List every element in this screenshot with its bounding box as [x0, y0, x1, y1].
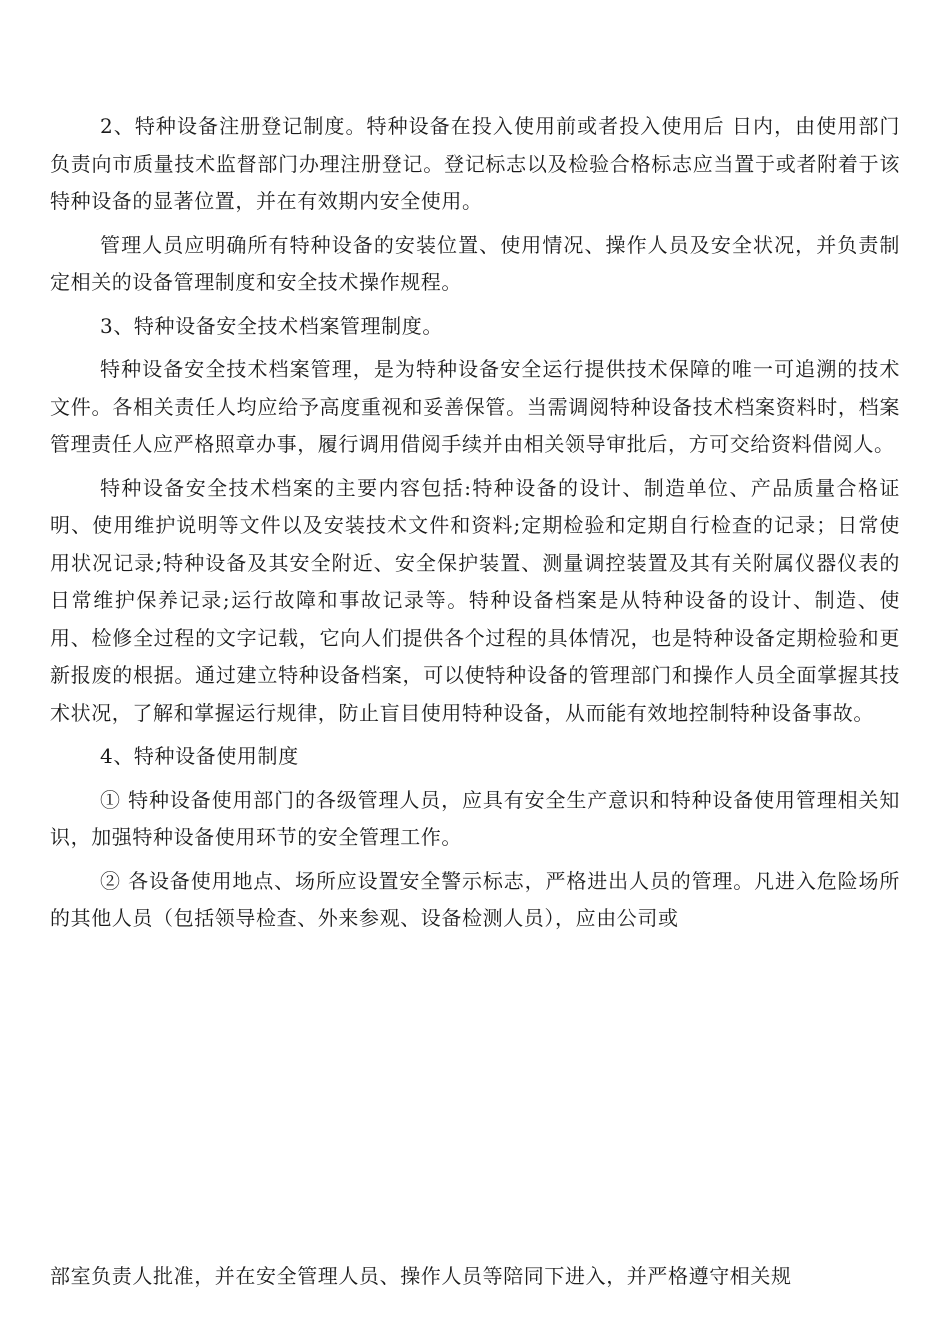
paragraph-archive-management: 特种设备安全技术档案管理，是为特种设备安全运行提供技术保障的唯一可追溯的技术文件。各相关责任人均应给予高度重视和妥善保管。当需调阅特种设备技术档案资料时，档案管理责任人应严格照章办事，履行调用借阅手续并由相关领导审批后，方可交给资料借阅人。: [50, 357, 900, 456]
document-body: [50, 108, 900, 944]
page-continuation-text: 部室负责人批准，并在安全管理人员、操作人员等陪同下进入，并严格遵守相关规: [50, 1264, 792, 1288]
paragraph-registration: 2、特种设备注册登记制度。特种设备在投入使用前或者投入使用后 日内，由使用部门负责向市质量技术监督部门办理注册登记。登记标志以及检验合格标志应当置于或者附着于该特种设备的显著位置，并在有效期内安全使用。: [50, 114, 900, 213]
section-heading-usage: 4、特种设备使用制度: [100, 744, 299, 768]
paragraph-archive-contents: 特种设备安全技术档案的主要内容包括:特种设备的设计、制造单位、产品质量合格证明、使用维护说明等文件以及安装技术文件和资料;定期检验和定期自行检查的记录；日常使用状况记录;特种设备及其安全附近、安全保护装置、测量调控装置及其有关附属仪器仪表的日常维护保养记录;运行故障和事故记录等。特种设备档案是从特种设备的设计、制造、使用、检修全过程的文字记载，它向人们提供各个过程的具体情况，也是特种设备定期检验和更新报废的根据。通过建立特种设备档案，可以使特种设备的管理部门和操作人员全面掌握其技术状况，了解和掌握运行规律，防止盲目使用特种设备，从而能有效地控制特种设备事故。: [50, 475, 900, 725]
paragraph-management-staff: 管理人员应明确所有特种设备的安装位置、使用情况、操作人员及安全状况，并负责制定相关的设备管理制度和安全技术操作规程。: [50, 232, 900, 294]
paragraph-usage-item-1: ① 特种设备使用部门的各级管理人员，应具有安全生产意识和特种设备使用管理相关知识，加强特种设备使用环节的安全管理工作。: [50, 787, 900, 849]
section-heading-archives: 3、特种设备安全技术档案管理制度。: [100, 313, 443, 338]
paragraph-usage-item-2: ② 各设备使用地点、场所应设置安全警示标志，严格进出人员的管理。凡进入危险场所的其他人员（包括领导检查、外来参观、设备检测人员），应由公司或: [50, 868, 900, 930]
